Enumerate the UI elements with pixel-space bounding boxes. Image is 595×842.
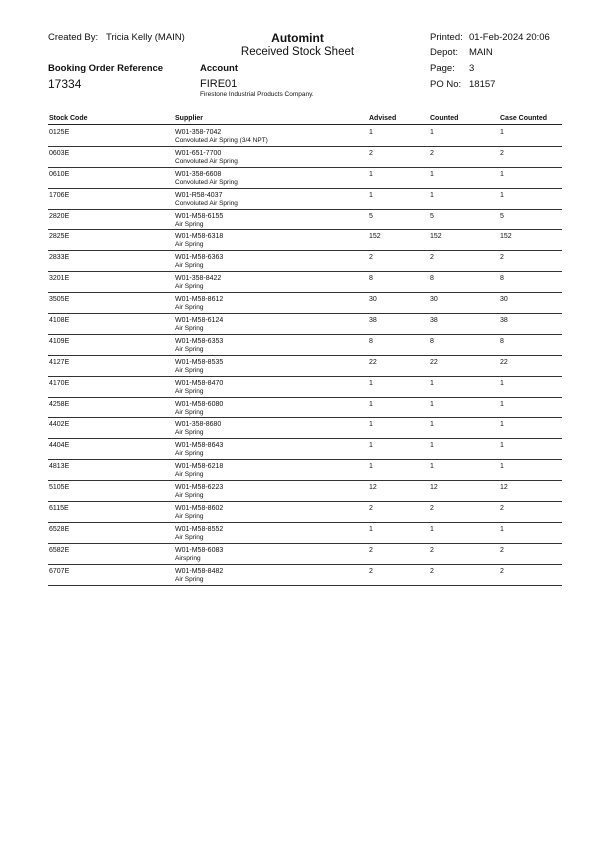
- case-counted-cell: 12: [500, 484, 508, 492]
- supplier-code-cell: W01-M58-8470: [175, 379, 224, 387]
- printed-label: Printed:: [430, 32, 463, 43]
- col-stock-code: Stock Code: [49, 115, 88, 122]
- advised-cell: 1: [369, 379, 373, 387]
- advised-cell: 22: [369, 358, 377, 366]
- supplier-code-cell: W01-M58-8643: [175, 442, 224, 450]
- description-cell: Air Spring: [175, 492, 204, 500]
- account-name: Firestone Industrial Products Company.: [200, 91, 314, 98]
- advised-cell: 1: [369, 463, 373, 471]
- table-row: [48, 314, 562, 335]
- po-label: PO No:: [430, 79, 462, 90]
- account-value: FIRE01: [200, 78, 238, 90]
- advised-cell: 8: [369, 275, 373, 283]
- case-counted-cell: 152: [500, 233, 512, 241]
- counted-cell: 1: [430, 191, 434, 199]
- case-counted-cell: 1: [500, 442, 504, 450]
- stock-code-cell: 2825E: [49, 233, 70, 241]
- table-row: [48, 335, 562, 356]
- case-counted-cell: 1: [500, 400, 504, 408]
- case-counted-cell: 1: [500, 463, 504, 471]
- case-counted-cell: 1: [500, 525, 504, 533]
- advised-cell: 5: [369, 212, 373, 220]
- col-case-counted: Case Counted: [500, 115, 548, 122]
- advised-cell: 1: [369, 400, 373, 408]
- supplier-code-cell: W01-M58-6353: [175, 337, 224, 345]
- description-cell: Air Spring: [175, 220, 204, 228]
- counted-cell: 2: [430, 505, 434, 513]
- stock-code-cell: 1706E: [49, 191, 70, 199]
- stock-code-cell: 4402E: [49, 421, 70, 429]
- counted-cell: 5: [430, 212, 434, 220]
- counted-cell: 22: [430, 358, 438, 366]
- table-row: [48, 147, 562, 168]
- advised-cell: 1: [369, 191, 373, 199]
- counted-cell: 1: [430, 463, 434, 471]
- counted-cell: 38: [430, 317, 438, 325]
- description-cell: Air Spring: [175, 408, 204, 416]
- stock-code-cell: 0610E: [49, 170, 70, 178]
- stock-code-cell: 0603E: [49, 149, 70, 157]
- description-cell: Air Spring: [175, 575, 204, 583]
- booking-ref-value: 17334: [48, 77, 82, 91]
- table-row: [48, 398, 562, 419]
- col-advised: Advised: [369, 115, 397, 122]
- stock-code-cell: 4404E: [49, 442, 70, 450]
- counted-cell: 1: [430, 400, 434, 408]
- stock-code-cell: 6707E: [49, 567, 70, 575]
- description-cell: Air Spring: [175, 450, 204, 458]
- stock-code-cell: 3505E: [49, 296, 70, 304]
- advised-cell: 1: [369, 525, 373, 533]
- case-counted-cell: 1: [500, 421, 504, 429]
- description-cell: Airspring: [175, 554, 201, 562]
- table-row: [48, 439, 562, 460]
- case-counted-cell: 1: [500, 129, 504, 136]
- case-counted-cell: 2: [500, 567, 504, 575]
- counted-cell: 8: [430, 275, 434, 283]
- supplier-code-cell: W01-M58-6318: [175, 233, 224, 241]
- stock-code-cell: 2833E: [49, 254, 70, 262]
- description-cell: Air Spring: [175, 471, 204, 479]
- stock-table: [48, 126, 562, 586]
- stock-code-cell: 6528E: [49, 525, 70, 533]
- stock-code-cell: 4108E: [49, 317, 70, 325]
- stock-code-cell: 4127E: [49, 358, 70, 366]
- supplier-code-cell: W01-M58-6363: [175, 254, 224, 262]
- page-label: Page:: [430, 63, 455, 74]
- counted-cell: 12: [430, 484, 438, 492]
- case-counted-cell: 2: [500, 505, 504, 513]
- table-row: [48, 502, 562, 523]
- advised-cell: 8: [369, 337, 373, 345]
- counted-cell: 2: [430, 254, 434, 262]
- table-row: [48, 565, 562, 586]
- booking-ref-label: Booking Order Reference: [48, 63, 164, 74]
- advised-cell: 2: [369, 149, 373, 157]
- description-cell: Air Spring: [175, 513, 204, 521]
- supplier-code-cell: W01-M58-6218: [175, 463, 224, 471]
- advised-cell: 30: [369, 296, 377, 304]
- advised-cell: 12: [369, 484, 377, 492]
- stock-code-cell: 2820E: [49, 212, 70, 220]
- case-counted-cell: 30: [500, 296, 508, 304]
- supplier-code-cell: W01-R58-4037: [175, 191, 223, 199]
- counted-cell: 1: [430, 525, 434, 533]
- description-cell: Convoluted Air Spring (3/4 NPT): [175, 137, 268, 144]
- stock-code-cell: 6115E: [49, 505, 69, 513]
- advised-cell: 2: [369, 567, 373, 575]
- stock-code-cell: 4109E: [49, 337, 70, 345]
- case-counted-cell: 2: [500, 546, 504, 554]
- table-row: [48, 293, 562, 314]
- case-counted-cell: 5: [500, 212, 504, 220]
- table-row: [48, 251, 562, 272]
- description-cell: Convoluted Air Spring: [175, 157, 238, 165]
- description-cell: Air Spring: [175, 387, 204, 395]
- table-row: [48, 356, 562, 377]
- stock-code-cell: 0125E: [49, 129, 70, 136]
- counted-cell: 8: [430, 337, 434, 345]
- depot-label: Depot:: [430, 47, 458, 58]
- supplier-code-cell: W01-358-7042: [175, 129, 222, 136]
- advised-cell: 38: [369, 317, 377, 325]
- table-row: [48, 210, 562, 231]
- table-row: [48, 189, 562, 210]
- counted-cell: 1: [430, 129, 434, 136]
- supplier-code-cell: W01-M58-6155: [175, 212, 224, 220]
- stock-code-cell: 6582E: [49, 546, 70, 554]
- advised-cell: 152: [369, 233, 381, 241]
- supplier-code-cell: W01-M58-8535: [175, 358, 224, 366]
- table-row: [48, 460, 562, 481]
- description-cell: Air Spring: [175, 325, 204, 333]
- supplier-code-cell: W01-M58-8482: [175, 567, 224, 575]
- case-counted-cell: 2: [500, 149, 504, 157]
- table-row: [48, 418, 562, 439]
- header-rule: [48, 124, 562, 125]
- depot-value: MAIN: [469, 47, 493, 58]
- case-counted-cell: 8: [500, 275, 504, 283]
- supplier-code-cell: W01-M58-8612: [175, 296, 224, 304]
- description-cell: Convoluted Air Spring: [175, 178, 238, 186]
- advised-cell: 1: [369, 170, 373, 178]
- advised-cell: 2: [369, 505, 373, 513]
- table-row: [48, 544, 562, 565]
- supplier-code-cell: W01-358-8680: [175, 421, 222, 429]
- case-counted-cell: 1: [500, 170, 504, 178]
- sheet-title: Received Stock Sheet: [240, 46, 355, 58]
- description-cell: Air Spring: [175, 345, 204, 353]
- counted-cell: 152: [430, 233, 442, 241]
- table-row: [48, 126, 562, 147]
- case-counted-cell: 2: [500, 254, 504, 262]
- table-row: [48, 230, 562, 251]
- advised-cell: 1: [369, 421, 373, 429]
- description-cell: Air Spring: [175, 429, 204, 437]
- stock-code-cell: 4170E: [49, 379, 70, 387]
- supplier-code-cell: W01-651-7700: [175, 149, 222, 157]
- supplier-code-cell: W01-M58-8602: [175, 505, 224, 513]
- counted-cell: 2: [430, 567, 434, 575]
- description-cell: Air Spring: [175, 262, 204, 270]
- description-cell: Air Spring: [175, 283, 204, 291]
- supplier-code-cell: W01-M58-8552: [175, 525, 224, 533]
- advised-cell: 1: [369, 442, 373, 450]
- table-row: [48, 272, 562, 293]
- supplier-code-cell: W01-M58-6083: [175, 546, 224, 554]
- supplier-code-cell: W01-M58-6124: [175, 317, 224, 325]
- created-by-value: Tricia Kelly (MAIN): [106, 32, 185, 43]
- col-counted: Counted: [430, 115, 459, 122]
- case-counted-cell: 1: [500, 191, 504, 199]
- table-row: [48, 523, 562, 544]
- counted-cell: 2: [430, 149, 434, 157]
- supplier-code-cell: W01-358-6608: [175, 170, 222, 178]
- counted-cell: 1: [430, 442, 434, 450]
- supplier-code-cell: W01-358-8422: [175, 275, 222, 283]
- counted-cell: 2: [430, 546, 434, 554]
- advised-cell: 1: [369, 129, 373, 136]
- table-row: [48, 168, 562, 189]
- table-row: [48, 377, 562, 398]
- advised-cell: 2: [369, 546, 373, 554]
- company-title: Automint: [271, 31, 324, 45]
- table-row: [48, 481, 562, 502]
- po-value: 18157: [469, 79, 496, 90]
- description-cell: Air Spring: [175, 304, 204, 312]
- supplier-code-cell: W01-M58-6223: [175, 484, 224, 492]
- description-cell: Air Spring: [175, 366, 204, 374]
- description-cell: Air Spring: [175, 533, 204, 541]
- description-cell: Convoluted Air Spring: [175, 199, 238, 207]
- stock-code-cell: 4258E: [49, 400, 70, 408]
- account-label: Account: [200, 63, 238, 74]
- stock-code-cell: 4813E: [49, 463, 70, 471]
- stock-code-cell: 3201E: [49, 275, 70, 283]
- advised-cell: 2: [369, 254, 373, 262]
- case-counted-cell: 22: [500, 358, 508, 366]
- stock-code-cell: 5105E: [49, 484, 70, 492]
- case-counted-cell: 38: [500, 317, 508, 325]
- counted-cell: 1: [430, 421, 434, 429]
- page-value: 3: [469, 63, 475, 74]
- counted-cell: 1: [430, 170, 434, 178]
- counted-cell: 1: [430, 379, 434, 387]
- description-cell: Air Spring: [175, 241, 204, 249]
- col-supplier: Supplier: [175, 115, 204, 122]
- supplier-code-cell: W01-M58-6080: [175, 400, 224, 408]
- printed-value: 01-Feb-2024 20:06: [469, 32, 550, 43]
- counted-cell: 30: [430, 296, 438, 304]
- case-counted-cell: 8: [500, 337, 504, 345]
- created-by-label: Created By:: [48, 32, 99, 43]
- case-counted-cell: 1: [500, 379, 504, 387]
